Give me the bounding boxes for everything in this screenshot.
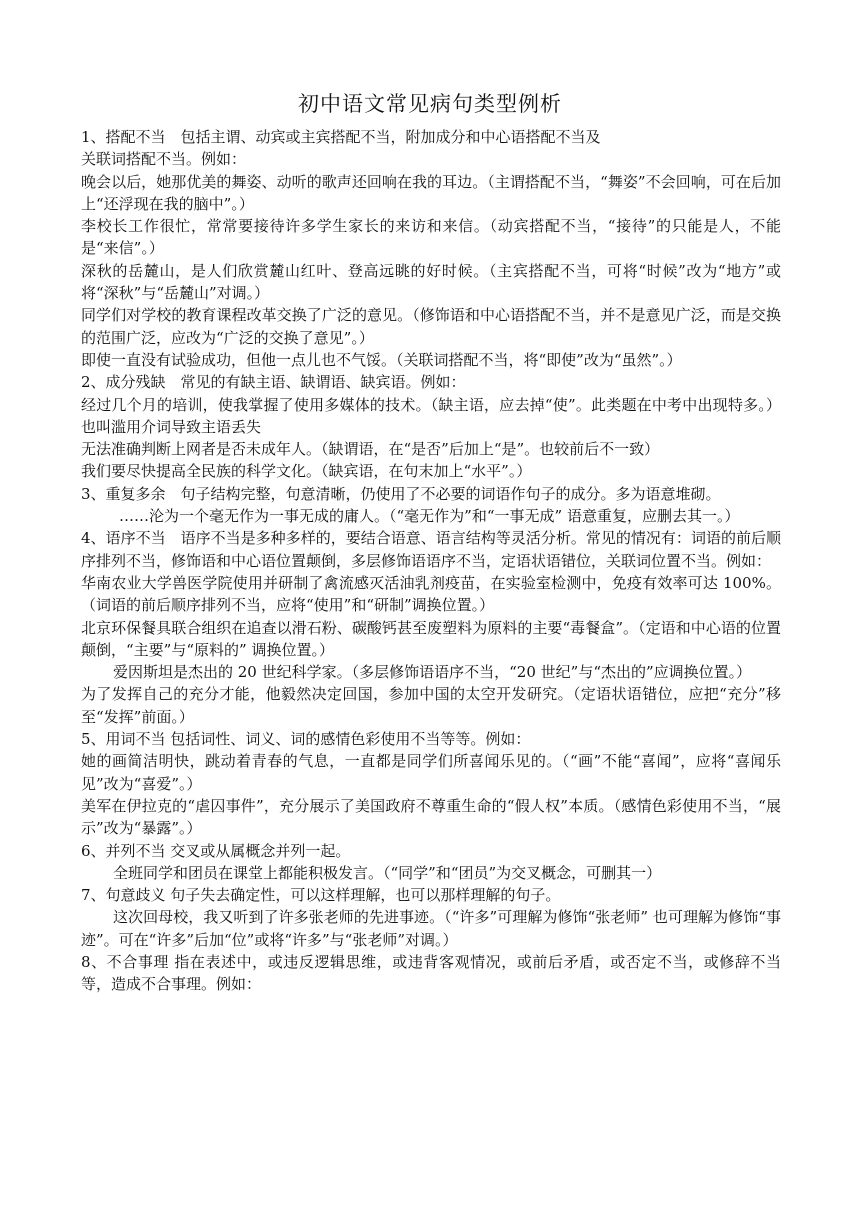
- section-heading-8: 8、不合事理 指在表述中，或违反逻辑思维，或违背客观情况，或前后矛盾，或否定不当，或修辞不当等，造成不合事理。例如：: [81, 952, 781, 994]
- example-paragraph: 李校长工作很忙，常常要接待许多学生家长的来访和来信。（动宾搭配不当，“接待”的只能是人，不能是“来信”。）: [81, 217, 781, 258]
- example-paragraph: 全班同学和团员在课堂上都能积极发言。（“同学”和“团员”为交叉概念，可删其一）: [113, 863, 662, 882]
- example-paragraph: 北京环保餐具联合组织在追查以滑石粉、碳酸钙甚至废塑料为原料的主要“毒餐盒”。（定语和中心语的位置颠倒，“主要”与“原料的” 调换位置。）: [81, 618, 781, 659]
- document-title: 初中语文常见病句类型例析: [298, 92, 562, 116]
- example-paragraph: 她的画简洁明快，跳动着青春的气息，一直都是同学们所喜闻乐见的。（“画”不能“喜闻”，应将“喜闻乐见”改为“喜爱”。）: [81, 752, 781, 793]
- example-paragraph: 爱因斯坦是杰出的 20 世纪科学家。（多层修饰语语序不当，“20 世纪”与“杰出的”应调换位置。）: [113, 663, 752, 682]
- example-paragraph: 为了发挥自己的充分才能，他毅然决定回国，参加中国的太空开发研究。（定语状语错位，应把“充分”移至“发挥”前面。）: [81, 685, 781, 726]
- section-heading-2: 2、成分残缺 常见的有缺主语、缺谓语、缺宾语。例如：: [81, 373, 466, 392]
- document-body: [81, 126, 781, 996]
- example-paragraph: 晚会以后，她那优美的舞姿、动听的歌声还回响在我的耳边。（主谓搭配不当，“舞姿”不会回响，可在后加上“还浮现在我的脑中”。）: [81, 172, 781, 213]
- example-paragraph: ……沦为一个毫无作为一事无成的庸人。（“毫无作为”和“一事无成” 语意重复，应删去其一。）: [119, 507, 740, 526]
- example-paragraph: 这次回母校，我又听到了许多张老师的先进事迹。（“许多”可理解为修饰“张老师” 也可理解为修饰“事迹”。可在“许多”后加“位”或将“许多”与“张老师”对调。）: [81, 908, 781, 949]
- section-heading-7: 7、句意歧义 句子失去确定性，可以这样理解，也可以那样理解的句子。: [81, 886, 561, 905]
- section-heading-3: 3、重复多余 句子结构完整，句意清晰，仍使用了不必要的词语作句子的成分。多为语意堆砌。: [81, 484, 721, 503]
- section-heading-4: 4、语序不当 语序不当是多种多样的，要结合语意、语言结构等灵活分析。常见的情况有：词语的前后顺序排列不当，修饰语和中心语位置颠倒，多层修饰语语序不当，定语状语错位，关联词位置不当。例如：: [81, 529, 781, 570]
- section-heading-6: 6、并列不当 交叉或从属概念并列一起。: [81, 841, 351, 860]
- example-paragraph: 同学们对学校的教育课程改革交换了广泛的意见。（修饰语和中心语搭配不当，并不是意见广泛，而是交换的范围广泛，应改为“广泛的交换了意见”。）: [81, 306, 781, 347]
- example-paragraph: 我们要尽快提高全民族的科学文化。（缺宾语，在句末加上“水平”。）: [81, 462, 532, 481]
- example-paragraph: 即使一直没有试验成功，但他一点儿也不气馁。（关联词搭配不当，将“即使”改为“虽然”。）: [81, 350, 682, 369]
- paragraph: 关联词搭配不当。例如：: [81, 150, 247, 169]
- example-paragraph: 深秋的岳麓山，是人们欣赏麓山红叶、登高远眺的好时候。（主宾搭配不当，可将“时候”改为“地方”或将“深秋”与“岳麓山”对调。）: [81, 261, 781, 303]
- example-paragraph: 华南农业大学兽医学院使用并研制了禽流感灭活油乳剂疫苗，在实验室检测中，免疫有效率可达 100%。（词语的前后顺序排列不当，应将“使用”和“研制”调换位置。）: [81, 573, 781, 615]
- section-heading-5: 5、用词不当 包括词性、词义、词的感情色彩使用不当等等。例如：: [81, 730, 531, 749]
- section-heading-1: 1、搭配不当 包括主谓、动宾或主宾搭配不当，附加成分和中心语搭配不当及: [81, 128, 601, 146]
- example-paragraph: 美军在伊拉克的“虐囚事件”，充分展示了美国政府不尊重生命的“假人权”本质。（感情色彩使用不当，“展示”改为“暴露”。）: [81, 796, 781, 838]
- example-paragraph: 经过几个月的培训，使我掌握了使用多媒体的技术。（缺主语，应去掉“使”。此类题在中考中出现特多。）也叫滥用介词导致主语丢失: [81, 395, 781, 436]
- example-paragraph: 无法准确判断上网者是否未成年人。（缺谓语，在“是否”后加上“是”。也较前后不一致）: [81, 440, 660, 459]
